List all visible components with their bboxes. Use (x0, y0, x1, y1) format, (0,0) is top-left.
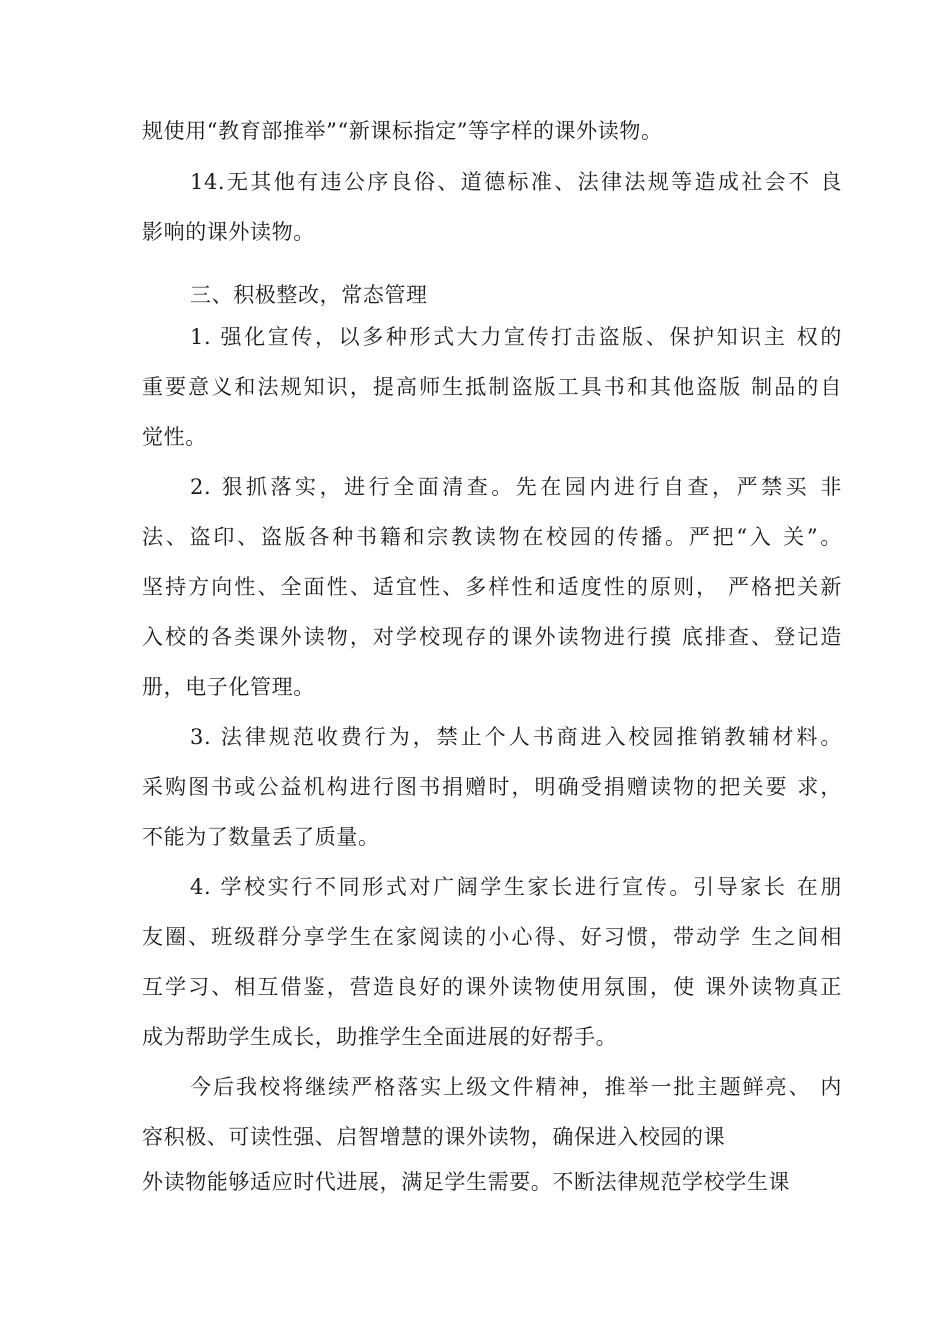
text-line: 3. 法律规范收费行为，禁止个人书商进入校园推销教辅材料。 (190, 725, 842, 749)
text-line: 重要意义和法规知识，提高师生抵制盗版工具书和其他盗版 制品的自 (142, 375, 842, 399)
text-line: 成为帮助学生成长，助推学生全面进展的好帮手。 (142, 1025, 618, 1049)
text-line: 友圈、班级群分享学生在家阅读的小心得、好习惯，带动学 生之间相 (142, 925, 842, 949)
text-line: 今后我校将继续严格落实上级文件精神，推举一批主题鲜亮、 内 (190, 1075, 842, 1099)
text-line: 册，电子化管理。 (142, 675, 315, 699)
text-line: 入校的各类课外读物，对学校现存的课外读物进行摸 底排查、登记造 (142, 625, 842, 649)
text-line: 采购图书或公益机构进行图书捐赠时，明确受捐赠读物的把关要 求， (142, 775, 842, 799)
text-line: 不能为了数量丢了质量。 (142, 825, 380, 849)
text-line: 外读物能够适应时代进展，满足学生需要。不断法律规范学校学生课 (142, 1170, 790, 1194)
text-line: 容积极、可读性强、启智增慧的课外读物，确保进入校园的课 (142, 1125, 726, 1149)
text-line: 影响的课外读物。 (142, 220, 315, 244)
text-line: 坚持方向性、全面性、适宜性、多样性和适度性的原则， 严格把关新 (142, 575, 842, 599)
text-line: 1. 强化宣传，以多种形式大力宣传打击盗版、保护知识主 权的 (190, 325, 842, 349)
text-line: 法、盗印、盗版各种书籍和宗教读物在校园的传播。严把“入 关”。 (142, 525, 842, 549)
text-line: 觉性。 (142, 425, 207, 449)
text-line: 规使用“教育部推举”“新课标指定”等字样的课外读物。 (142, 119, 663, 143)
text-line: 4. 学校实行不同形式对广阔学生家长进行宣传。引导家长 在朋 (190, 875, 842, 899)
text-line: 互学习、相互借鉴，营造良好的课外读物使用氛围，使 课外读物真正 (142, 975, 842, 999)
text-line: 14.无其他有违公序良俗、道德标准、法律法规等造成社会不 良 (190, 170, 842, 194)
text-line: 2. 狠抓落实，进行全面清查。先在园内进行自查，严禁买 非 (190, 475, 842, 499)
section-heading: 三、积极整改，常态管理 (190, 283, 428, 307)
